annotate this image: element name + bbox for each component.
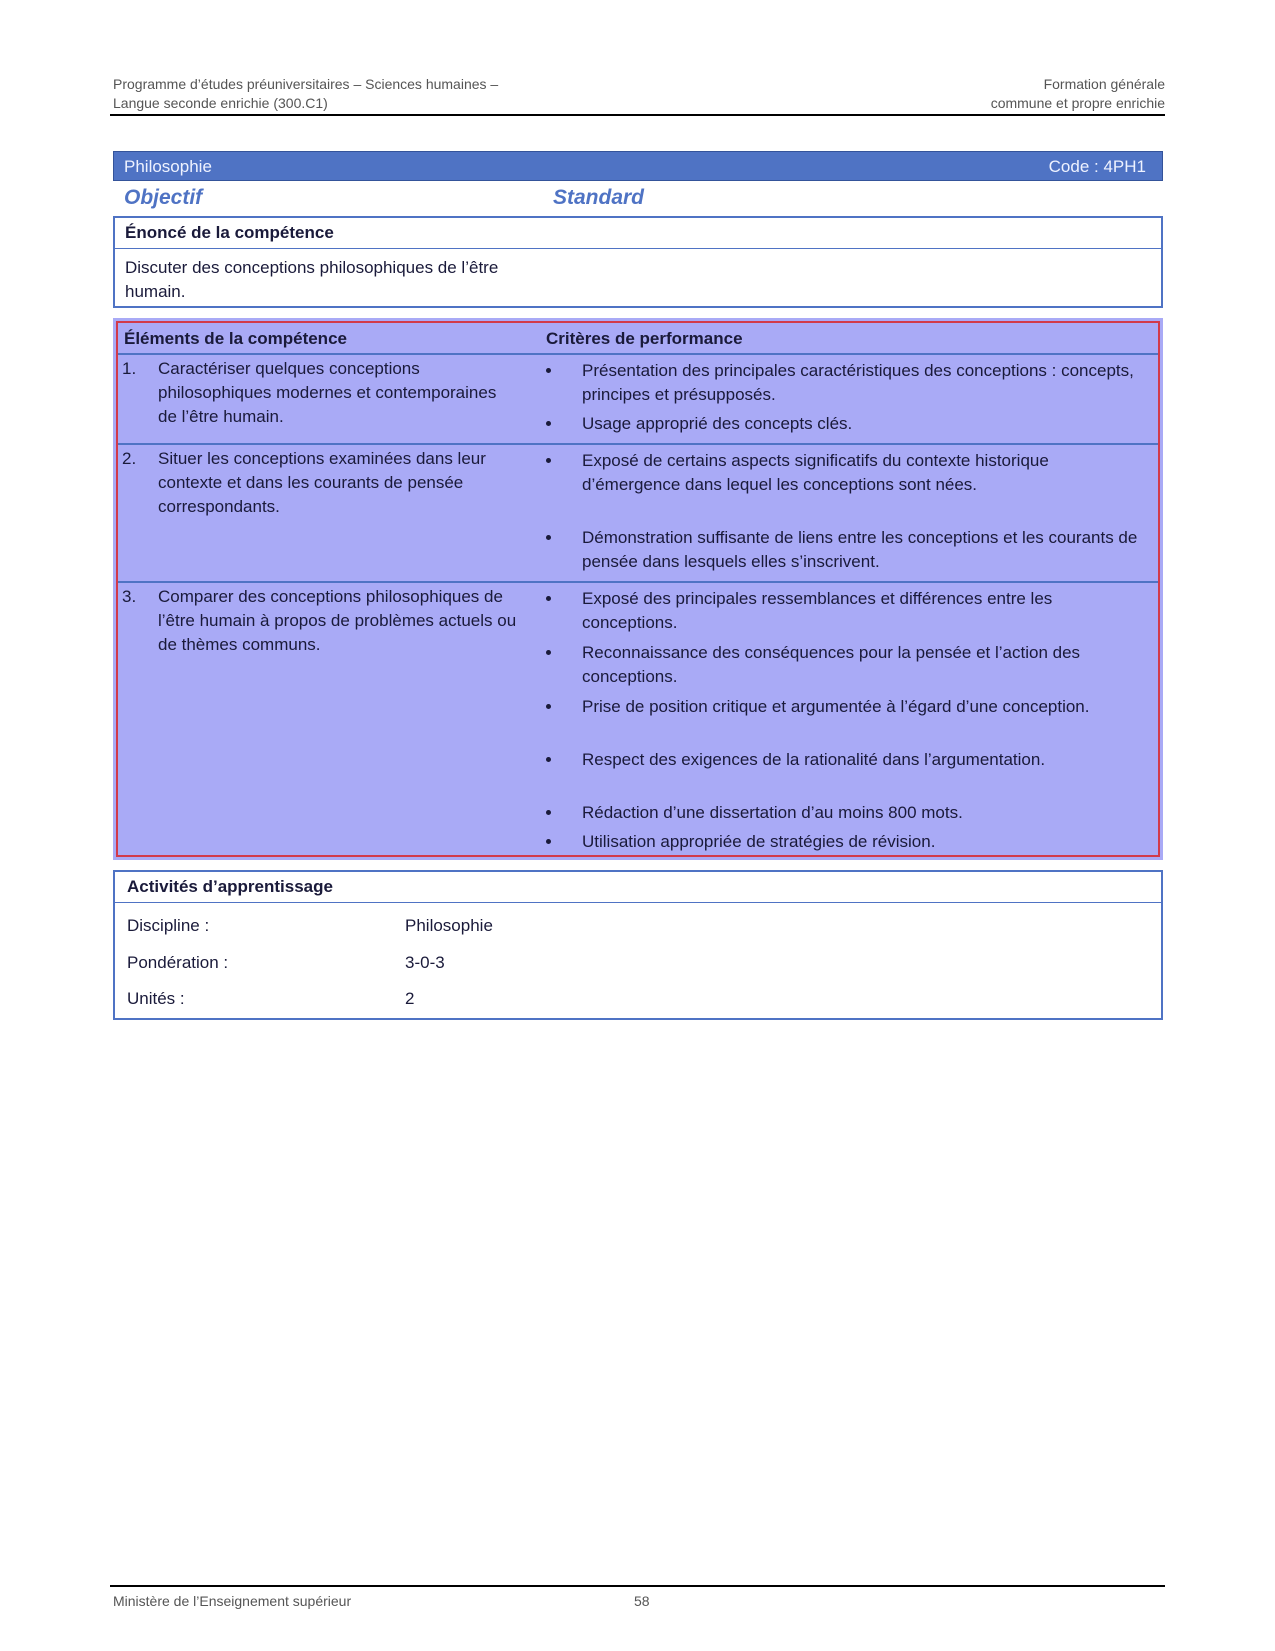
criterion-text: Utilisation appropriée de stratégies de révision.: [582, 832, 936, 851]
row-divider: [118, 581, 1158, 583]
header-formation-type: commune et propre enrichie: [990, 95, 1165, 111]
enonce-title: Énoncé de la compétence: [115, 218, 1161, 249]
bullet-icon: [546, 810, 551, 815]
standard-heading: Standard: [553, 186, 645, 209]
bullet-icon: [546, 650, 551, 655]
page-number: 58: [634, 1593, 650, 1609]
footer-rule: [110, 1585, 1165, 1587]
criterion: [546, 748, 1146, 772]
discipline-label: Discipline :: [127, 916, 210, 935]
footer-ministry: Ministère de l’Enseignement supérieur: [113, 1593, 352, 1609]
element-number: 2.: [122, 449, 137, 468]
course-name: Philosophie: [124, 157, 212, 176]
criterion: [546, 830, 1146, 854]
element-text: Caractériser quelques conceptions philosophiques modernes et contemporaines de l’être humain.: [158, 359, 497, 426]
criterion: [546, 695, 1146, 719]
criterion-text: Exposé des principales ressemblances et différences entre les conceptions.: [582, 589, 1053, 632]
activites-title: Activités d’apprentissage: [115, 872, 1161, 903]
header-rule: [110, 114, 1165, 116]
header-program-subtitle: Langue seconde enrichie (300.C1): [113, 95, 328, 111]
bullet-icon: [546, 839, 551, 844]
bullet-icon: [546, 596, 551, 601]
element-text: Situer les conceptions examinées dans leur contexte et dans les courants de pensée correspondants.: [158, 449, 486, 516]
criterion: [546, 359, 1146, 407]
course-code: Code : 4PH1: [1048, 157, 1146, 176]
enonce-text: Discuter des conceptions philosophiques de l’être humain.: [125, 258, 499, 301]
header-divider: [118, 353, 1158, 355]
criterion-text: Reconnaissance des conséquences pour la pensée et l’action des conceptions.: [582, 643, 1081, 686]
criterion-text: Rédaction d’une dissertation d’au moins 800 mots.: [582, 803, 963, 822]
bullet-icon: [546, 368, 551, 373]
criterion-text: Prise de position critique et argumentée à l’égard d’une conception.: [582, 697, 1090, 716]
enonce-box: [113, 216, 1163, 308]
activites-box: [113, 870, 1163, 1020]
bullet-icon: [546, 704, 551, 709]
course-title-bar: [113, 151, 1163, 181]
criterion: [546, 412, 1146, 436]
discipline-value: Philosophie: [405, 916, 493, 935]
competence-table-frame: [116, 321, 1160, 857]
bullet-icon: [546, 535, 551, 540]
criterion-text: Respect des exigences de la rationalité dans l’argumentation.: [582, 750, 1046, 769]
col-elements-header: Éléments de la compétence: [124, 329, 347, 348]
unites-value: 2: [405, 989, 415, 1008]
col-criteres-header: Critères de performance: [546, 329, 743, 348]
row-divider: [118, 443, 1158, 445]
criterion: [546, 526, 1146, 574]
criterion-text: Démonstration suffisante de liens entre les conceptions et les courants de pensée dans lesquels elles s’inscrivent.: [582, 528, 1138, 571]
objectif-heading: Objectif: [124, 186, 203, 209]
bullet-icon: [546, 458, 551, 463]
element-number: 3.: [122, 587, 137, 606]
criterion: [546, 641, 1146, 689]
header-formation: Formation générale: [1043, 76, 1165, 92]
criterion-text: Présentation des principales caractéristiques des conceptions : concepts, principes et présupposés.: [582, 361, 1134, 404]
ponderation-value: 3-0-3: [405, 953, 445, 972]
criterion-text: Usage approprié des concepts clés.: [582, 414, 853, 433]
element-text: Comparer des conceptions philosophiques de l’être humain à propos de problèmes actuels ou de thèmes communs.: [158, 587, 517, 654]
unites-label: Unités :: [127, 989, 185, 1008]
unites-row: [127, 987, 415, 1011]
ponderation-label: Pondération :: [127, 953, 229, 972]
criterion: [546, 587, 1146, 635]
header-program-title: Programme d’études préuniversitaires – Sciences humaines –: [113, 76, 499, 92]
bullet-icon: [546, 421, 551, 426]
competence-table: [113, 318, 1163, 860]
criterion: [546, 449, 1146, 497]
element-number: 1.: [122, 359, 137, 378]
bullet-icon: [546, 757, 551, 762]
discipline-row: [127, 914, 493, 938]
criterion-text: Exposé de certains aspects significatifs du contexte historique d’émergence dans lequel les conceptions sont nées.: [582, 451, 1049, 494]
criterion: [546, 801, 1146, 825]
ponderation-row: [127, 951, 445, 975]
